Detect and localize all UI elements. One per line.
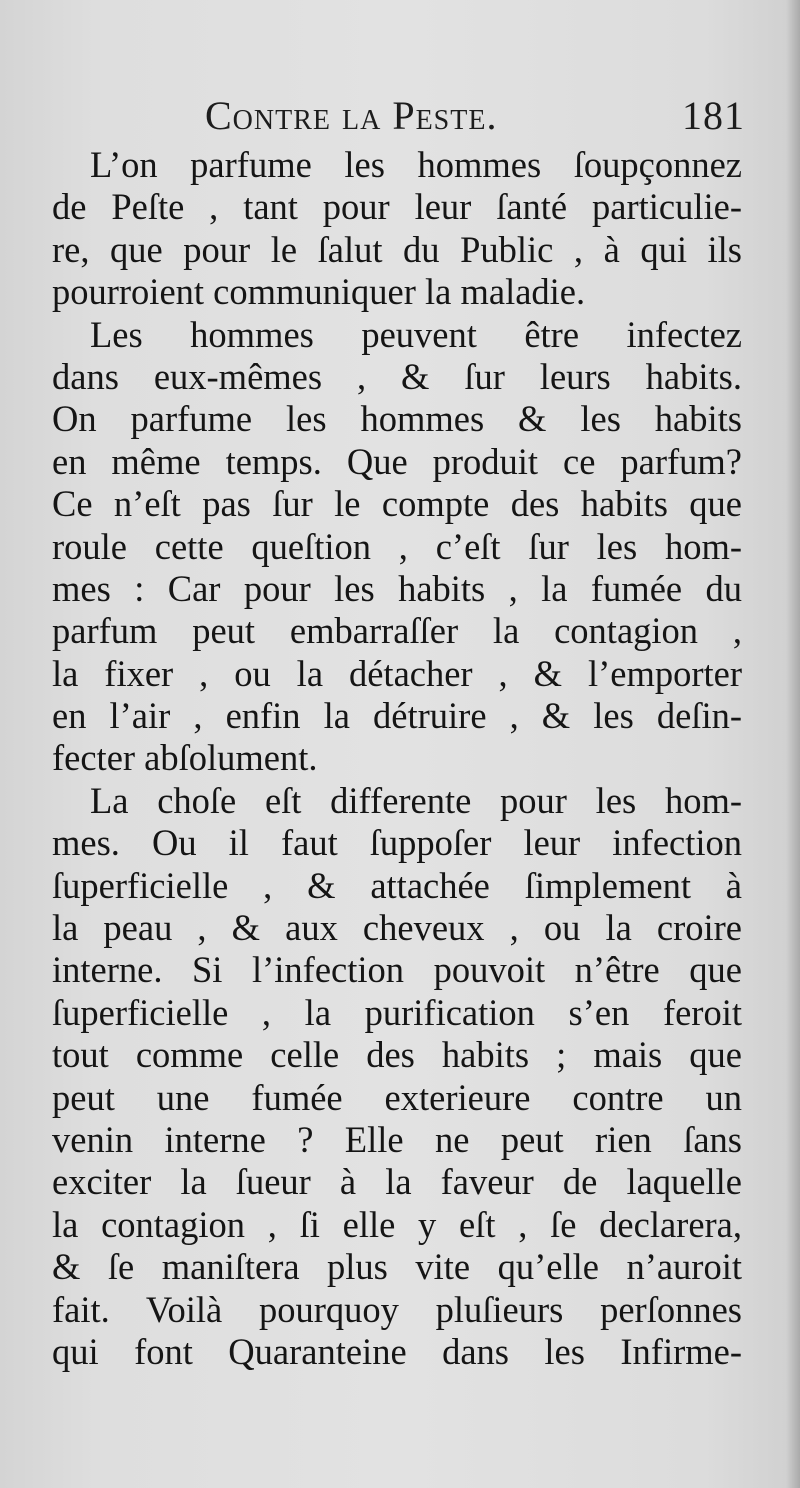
text-line: & ſe maniſtera plus vite qu’elle n’auroit bbox=[52, 1246, 742, 1288]
text-line: On parfume les hommes & les habits bbox=[52, 398, 742, 440]
text-line: tout comme celle des habits ; mais que bbox=[52, 1034, 742, 1076]
text-line: de Peſte , tant pour leur ſanté particulie- bbox=[52, 186, 742, 228]
text-line: dans eux-mêmes , & ſur leurs habits. bbox=[52, 355, 742, 397]
page-edge-shadow bbox=[786, 0, 800, 1488]
running-title: Contre la Peste. bbox=[205, 93, 498, 138]
text-line: ſuperficielle , la purification s’en feroit bbox=[52, 991, 742, 1033]
text-line: pourroient communiquer la maladie. bbox=[52, 271, 586, 313]
text-line: peut une fumée exterieure contre un bbox=[52, 1076, 742, 1118]
text-line: La choſe eſt differente pour les hom- bbox=[90, 779, 742, 821]
text-line: venin interne ? Elle ne peut rien ſans bbox=[52, 1118, 742, 1160]
text-line: la contagion , ſi elle y eſt , ſe declarera, bbox=[52, 1203, 742, 1245]
text-line: ſuperficielle , & attachée ſimplement à bbox=[52, 864, 742, 906]
body-text bbox=[52, 144, 742, 1373]
running-head bbox=[205, 92, 745, 144]
text-line: mes. Ou il faut ſuppoſer leur infection bbox=[52, 822, 742, 864]
text-line: la peau , & aux cheveux , ou la croire bbox=[52, 907, 742, 949]
text-line: fait. Voilà pourquoy pluſieurs perſonnes bbox=[52, 1288, 742, 1330]
text-line: Les hommes peuvent être infectez bbox=[90, 313, 742, 355]
text-line: interne. Si l’infection pouvoit n’être que bbox=[52, 949, 742, 991]
page-number: 181 bbox=[682, 93, 745, 138]
text-line: parfum peut embarraſſer la contagion , bbox=[52, 610, 742, 652]
text-line: L’on parfume les hommes ſoupçonnez bbox=[90, 144, 742, 185]
text-line: roule cette queſtion , c’eſt ſur les hom- bbox=[52, 525, 742, 567]
text-line: qui font Quaranteine dans les Infirme- bbox=[52, 1330, 742, 1372]
text-line: exciter la ſueur à la faveur de laquelle bbox=[52, 1161, 742, 1203]
text-line: en même temps. Que produit ce parfum? bbox=[52, 440, 742, 482]
text-line: Ce n’eſt pas ſur le compte des habits que bbox=[52, 483, 742, 525]
text-line: re, que pour le ſalut du Public , à qui ils bbox=[52, 228, 742, 270]
text-line: la fixer , ou la détacher , & l’emporter bbox=[52, 652, 742, 694]
text-line: en l’air , enfin la détruire , & les deſin- bbox=[52, 695, 742, 737]
text-line: mes : Car pour les habits , la fumée du bbox=[52, 567, 742, 609]
text-line: fecter abſolument. bbox=[52, 737, 318, 779]
